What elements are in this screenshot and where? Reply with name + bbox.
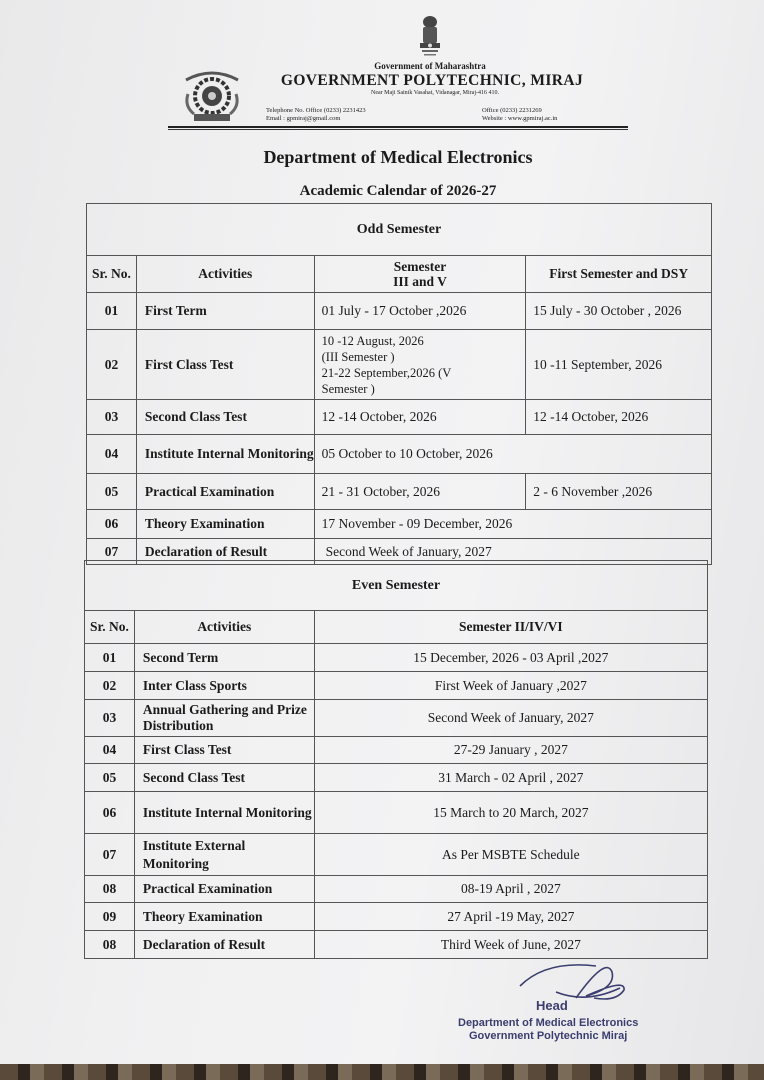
table-row	[85, 903, 708, 931]
header-activities: Activities	[136, 256, 314, 293]
row-activity: Practical Examination	[134, 876, 314, 903]
calendar-title: Academic Calendar of 2026-27	[299, 183, 497, 199]
table-row	[87, 330, 712, 400]
table-row	[85, 700, 708, 737]
row-activity: Theory Examination	[134, 903, 314, 931]
contact-left	[266, 107, 366, 123]
row-activity: Institute Internal Monitoring	[134, 792, 314, 834]
row-activity: Institute Internal Monitoring	[136, 435, 314, 474]
state-emblem-icon	[414, 14, 446, 60]
even-semester-table	[84, 560, 708, 959]
row-merged-dates: 05 October to 10 October, 2026	[314, 435, 711, 474]
row-sr: 06	[87, 510, 137, 539]
row-merged-dates: Second Week of January, 2027	[314, 539, 711, 565]
header-sr-no: Sr. No.	[85, 611, 135, 644]
table-row	[85, 931, 708, 959]
table-row	[85, 792, 708, 834]
college-logo-icon	[180, 66, 244, 124]
table-row	[85, 764, 708, 792]
row-sr: 01	[85, 644, 135, 672]
row-sr: 04	[85, 737, 135, 764]
row-semester-dates: 01 July - 17 October ,2026	[314, 293, 526, 330]
row-activity: Second Class Test	[134, 764, 314, 792]
row-sr: 08	[85, 931, 135, 959]
row-activity: First Class Test	[136, 330, 314, 400]
row-sr: 05	[85, 764, 135, 792]
row-sr: 07	[85, 834, 135, 876]
row-activity: First Class Test	[134, 737, 314, 764]
table-row	[87, 510, 712, 539]
website-text: Website : www.gpmiraj.ac.in	[482, 115, 558, 122]
row-dates: 31 March - 02 April , 2027	[314, 764, 707, 792]
header-semester-iii-v	[314, 256, 526, 293]
row-dates: As Per MSBTE Schedule	[314, 834, 707, 876]
table-row	[87, 474, 712, 510]
row-dates: 27 April -19 May, 2027	[314, 903, 707, 931]
table-row	[85, 834, 708, 876]
row-semester-dates	[314, 330, 526, 400]
row-first-dsy-dates: 15 July - 30 October , 2026	[526, 293, 712, 330]
row-activity: First Term	[136, 293, 314, 330]
institute-address: Near Maji Sainik Vasahat, Vidanagar, Miraj-416 410.	[371, 90, 499, 96]
row-sr: 05	[87, 474, 137, 510]
row-sr: 07	[87, 539, 137, 565]
row-semester-line: 10 -12 August, 2026	[321, 333, 424, 348]
signature-department: Department of Medical Electronics	[458, 1017, 639, 1029]
floor-background	[0, 1064, 764, 1080]
table-row	[85, 876, 708, 903]
row-activity: Annual Gathering and Prize Distribution	[134, 700, 314, 737]
row-activity: Theory Examination	[136, 510, 314, 539]
row-activity: Declaration of Result	[136, 539, 314, 565]
row-sr: 03	[85, 700, 135, 737]
header-activities: Activities	[134, 611, 314, 644]
odd-semester-title: Odd Semester	[87, 204, 712, 256]
email-text: Email : gpmiraj@gmail.com	[266, 115, 341, 122]
header-semester-line1: Semester	[393, 259, 447, 274]
row-first-dsy-dates: 2 - 6 November ,2026	[526, 474, 712, 510]
row-dates: Second Week of January, 2027	[314, 700, 707, 737]
row-activity: Declaration of Result	[134, 931, 314, 959]
row-dates: 15 March to 20 March, 2027	[314, 792, 707, 834]
row-dates: 27-29 January , 2027	[314, 737, 707, 764]
row-semester-dates: 12 -14 October, 2026	[314, 400, 526, 435]
institute-name: GOVERNMENT POLYTECHNIC, MIRAJ	[280, 72, 584, 89]
row-sr: 08	[85, 876, 135, 903]
header-sr-no: Sr. No.	[87, 256, 137, 293]
row-sr: 02	[85, 672, 135, 700]
row-merged-dates: 17 November - 09 December, 2026	[314, 510, 711, 539]
row-semester-line: Semester )	[321, 381, 375, 396]
row-sr: 06	[85, 792, 135, 834]
header-semester-ii-iv-vi: Semester II/IV/VI	[314, 611, 707, 644]
table-row	[85, 672, 708, 700]
office-phone-text: Office (0233) 2231269	[482, 107, 542, 114]
row-sr: 04	[87, 435, 137, 474]
table-row	[87, 400, 712, 435]
government-label: Government of Maharashtra	[374, 61, 486, 71]
table-row	[85, 644, 708, 672]
header-first-semester-dsy: First Semester and DSY	[526, 256, 712, 293]
row-semester-dates: 21 - 31 October, 2026	[314, 474, 526, 510]
table-row	[85, 737, 708, 764]
odd-semester-table	[86, 203, 712, 565]
signature-head-label: Head	[536, 998, 568, 1013]
header-semester-line2: III and V	[393, 274, 447, 289]
row-activity: Second Term	[134, 644, 314, 672]
row-sr: 09	[85, 903, 135, 931]
even-semester-title: Even Semester	[85, 561, 708, 611]
contact-right	[482, 107, 557, 123]
row-first-dsy-dates: 12 -14 October, 2026	[526, 400, 712, 435]
row-sr: 03	[87, 400, 137, 435]
row-semester-line: 21-22 September,2026 (V	[321, 365, 452, 380]
row-activity: Practical Examination	[136, 474, 314, 510]
telephone-text: Telephone No. Office (0233) 2231423	[266, 107, 366, 114]
letterhead-divider	[168, 126, 628, 128]
row-activity: Inter Class Sports	[134, 672, 314, 700]
row-sr: 02	[87, 330, 137, 400]
row-activity: Second Class Test	[136, 400, 314, 435]
signature-institute: Government Polytechnic Miraj	[469, 1030, 628, 1042]
row-semester-line: (III Semester )	[321, 349, 395, 364]
row-dates: Third Week of June, 2027	[314, 931, 707, 959]
table-row	[87, 435, 712, 474]
row-dates: 15 December, 2026 - 03 April ,2027	[314, 644, 707, 672]
letterhead-divider-thin	[168, 129, 628, 130]
row-dates: 08-19 April , 2027	[314, 876, 707, 903]
row-activity: Institute External Monitoring	[134, 834, 314, 876]
department-title: Department of Medical Electronics	[263, 147, 533, 167]
table-row	[87, 293, 712, 330]
row-dates: First Week of January ,2027	[314, 672, 707, 700]
row-sr: 01	[87, 293, 137, 330]
row-first-dsy-dates: 10 -11 September, 2026	[526, 330, 712, 400]
